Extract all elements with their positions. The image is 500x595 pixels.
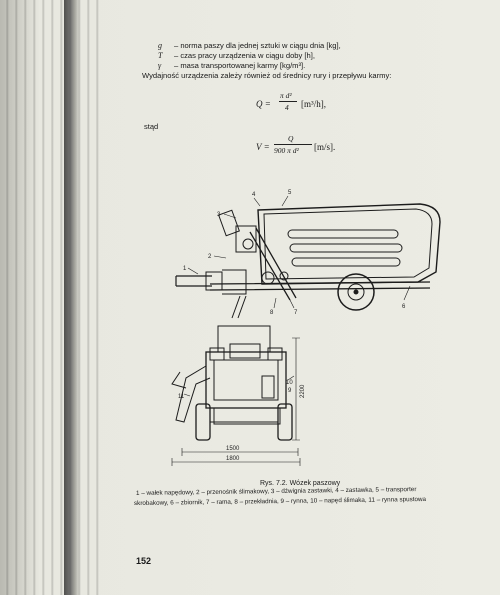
leader-1 (188, 268, 198, 274)
formula-v-unit: [m/s]. (314, 142, 336, 152)
frame (210, 282, 430, 290)
drive-shaft (176, 276, 212, 286)
formula-q-lhs: Q = (256, 99, 271, 109)
label-8: 8 (270, 310, 274, 316)
page-number: 152 (136, 556, 152, 566)
label-11: 11 (178, 394, 185, 400)
leader-7 (290, 300, 294, 308)
coupling (206, 272, 222, 290)
leader-2 (214, 256, 226, 258)
caption-line-2: skrobakowy, 6 – zbiornik, 7 – rama, 8 – przekładnia, 9 – rynna, 10 – napęd ślimaka, 11 – rynna spustowa (133, 495, 427, 508)
leader-11 (184, 394, 190, 396)
formula-v-lhs: V = (256, 142, 270, 152)
formula-q-denominator: 4 (285, 103, 289, 112)
dim-2200: 2200 (300, 384, 306, 398)
formula-q-unit: [m³/h], (301, 99, 326, 109)
dim-1800: 1800 (226, 456, 240, 462)
formula-v-denominator: 900 π d² (274, 146, 299, 155)
front-body-inner (214, 360, 278, 400)
label-5: 5 (288, 190, 292, 196)
label-10: 10 (286, 380, 293, 386)
dim-line-2200 (292, 338, 300, 440)
label-1: 1 (183, 266, 187, 272)
label-6: 6 (402, 304, 406, 310)
intro-text: Wydajność urządzenia zależy również od średnicy rury i przepływu karmy: (142, 71, 392, 80)
definition-symbol-g: g (158, 41, 162, 50)
front-tank-top (218, 326, 270, 352)
wheel-axle (354, 290, 358, 294)
dim-line-1500 (182, 448, 298, 456)
definition-text-gamma: – masa transportowanej karmy [kg/m³]. (174, 61, 306, 70)
leader-5 (282, 196, 288, 206)
front-left-block (210, 348, 224, 360)
caption-line-1: 1 – wałek napędowy, 2 – przenośnik ślimakowy, 3 – dźwignia zastawki, 4 – zastawka, 5 – transporter (135, 486, 417, 497)
leader-8 (274, 298, 276, 308)
formula-v-numerator: Q (288, 134, 294, 143)
label-3: 3 (217, 212, 221, 218)
side-view (176, 196, 440, 318)
gear (243, 239, 253, 249)
definition-text-t: – czas pracy urządzenia w ciągu doby [h], (174, 51, 315, 60)
front-hopper (230, 344, 260, 358)
definition-text-g: – norma paszy dla jednej sztuki w ciągu dnia [kg], (174, 41, 341, 50)
front-wheel-left (196, 404, 210, 440)
label-9: 9 (288, 388, 292, 394)
pulley-1 (262, 272, 274, 284)
label-4: 4 (252, 192, 256, 198)
gate-lever (219, 210, 240, 235)
stad-label: stąd (144, 122, 159, 131)
front-view (172, 326, 300, 466)
support-leg (232, 296, 246, 318)
label-2: 2 (208, 254, 212, 260)
tank-rib-2 (290, 244, 402, 252)
caption-title: Rys. 7.2. Wózek paszowy (260, 480, 341, 487)
formula-q-numerator: π d² (280, 91, 292, 100)
tank-rib-1 (288, 230, 398, 238)
tank-rib-3 (292, 258, 400, 266)
screw-drive (262, 376, 274, 398)
label-7: 7 (294, 310, 298, 316)
definition-symbol-t: T (158, 51, 163, 60)
definition-symbol-gamma: γ (158, 61, 162, 70)
leader-4 (254, 198, 260, 206)
dim-1500: 1500 (226, 446, 240, 452)
